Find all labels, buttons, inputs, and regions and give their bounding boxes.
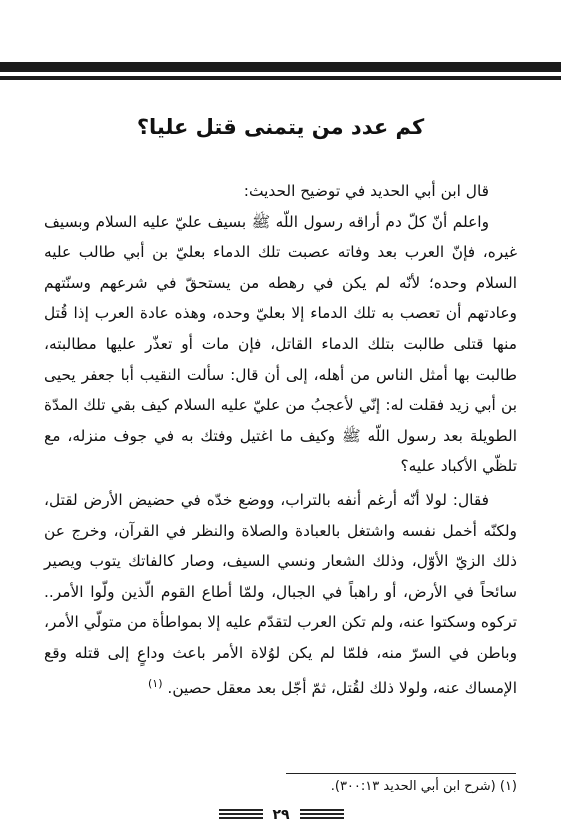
footnote-rule [286, 773, 516, 774]
paragraph-quote: واعلم أنّ كلّ دم أراقه رسول اللّه ﷺ بسيف عليّ عليه السلام وبسيف غيره، فإنّ العرب بعد وفاته عصبت تلك الدماء بعليّ بن أبي طالب عليه السلام وحده؛ لأنّه لم يكن في رهطه من يستحقّ في شرعهم وسنّتهم وعادتهم أن تعصب به تلك الدماء إلا بعليّ وحده، وهذه عادة العرب إذا قُتل منها قتلى طالبت بتلك الدماء القاتل، فإن مات أو تعذّر عليها مطالبته، طالبت بها أمثل الناس من أهله، إلى أن قال: سألت النقيب أبا جعفر يحيى بن أبي زيد فقلت له: إنّي لأعجبُ من عليّ عليه السلام كيف بقي تلك المدّة الطويلة بعد رسول اللّه ﷺ وكيف ما اغتيل وفتك به في جوف منزله، مع تلظّي الأكباد عليه؟ [44, 212, 517, 476]
paragraph-answer-text: فقال: لولا أنّه أرغم أنفه بالتراب، ووضع خدّه في حضيض الأرض لقتل، ولكنّه أخمل نفسه واشتغل بالعبادة والصلاة والنظر في القرآن، وخرج عن ذلك الزيّ الأوّل، وذلك الشعار ونسي السيف، وصار كالفاتك يتوب ويصير سائحاً في الأرض، أو راهباً في الجبال، ولمّا أطاع القوم الّذين ولّوا الأمر.. تركوه وسكتوا عنه، ولم تكن العرب لتقدّم عليه إلا بمواطأة من متولّي الأمر، وباطن في السرّ منه، فلمّا لم يكن لوُلاة الأمر باعث وداعٍ إلى قتله وقع الإمساك عنه، ولولا ذلك لقُتل، ثمّ أجّل بعد معقل حصين. [44, 490, 517, 697]
page-footer [0, 805, 561, 825]
page-title: كم عدد من يتمنى قتل عليا؟ [136, 115, 425, 139]
body-text [44, 176, 517, 703]
header-rule-thick [0, 62, 561, 72]
paragraph-intro: قال ابن أبي الحديد في توضيح الحديث: [243, 182, 489, 200]
footnote-ref-mark: (١) [148, 676, 163, 690]
page-number-ornament-right [300, 809, 344, 821]
header-rule-thin [0, 76, 561, 80]
paragraph-answer [44, 485, 517, 703]
page-number: ٢٩ [272, 807, 290, 823]
footnote: (١) (شرح ابن أبي الحديد ٣٠٠:١٣). [330, 779, 517, 794]
page-number-ornament-left [219, 809, 263, 821]
